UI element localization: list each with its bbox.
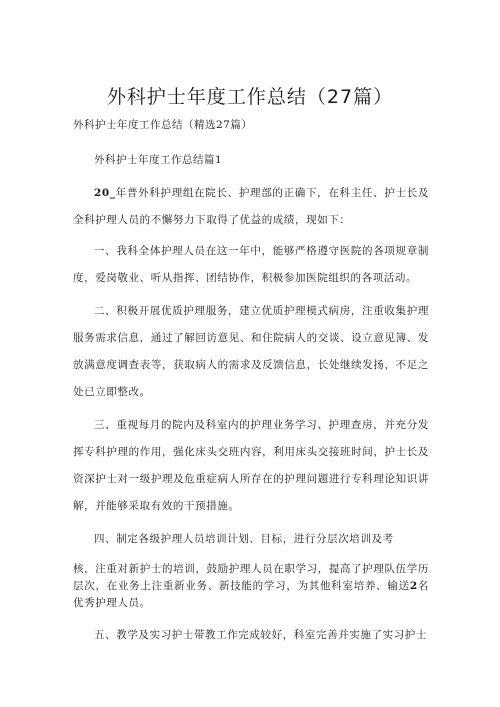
paragraph-4-continued (73, 561, 429, 612)
paragraph-4: 四、制定各级护理人员培训计划、目标，进行分层次培训及考 (94, 533, 394, 545)
count-number: 2 (409, 580, 418, 592)
paragraph-3: 三、重视每月的院内及科室内的护理业务学习、护理查房，并充分发挥专科护理的作用，强化床头交班内容，利用床头交接班时间，护士长及资深护士对一级护理及危重症病人所存在的护理问题进行专科理论知识讲解，并能够采取有效的干预措施。 (73, 419, 429, 512)
paragraph-intro-text: 年普外科护理组在院长、护理部的正确下，在科主任、护士长及全科护理人员的不懈努力下取得了优益的成绩，现如下： (73, 187, 429, 226)
paragraph-4-continued-text: 核，注重对新护士的培训，鼓励护理人员在职学习，提高了护理队伍学历层次，在业务上注重新业务、新技能的学习，为其他科室培养、输送 (73, 563, 429, 592)
paragraph-2: 二、积极开展优质护理服务，建立优质护理模式病房，注重收集护理服务需求信息，通过了解回访意见、和住院病人的交谈、设立意见簿、发放满意度调查表等，获取病人的需求及反馈信息，长处继续发扬，不足之处已立即整改。 (73, 305, 429, 398)
paragraph-intro (73, 180, 429, 234)
year-placeholder: 20_ (94, 187, 116, 199)
paragraph-5: 五、教学及实习护士带教工作完成较好，科室完善并实施了实习护士 (94, 629, 427, 641)
paragraph-1: 一、我科全体护理人员在这一年中，能够严格遵守医院的各项规章制度，爱岗敬业、听从指挥、团结协作，积极参加医院组织的各项活动。 (73, 245, 429, 284)
paragraph-4-continued-tail: 名优秀护理人员。 (73, 580, 429, 609)
section-heading: 外科护士年度工作总结篇1 (94, 154, 223, 166)
document-subtitle: 外科护士年度工作总结（精选27篇） (73, 119, 253, 131)
document-title: 外科护士年度工作总结（27篇） (106, 86, 394, 108)
